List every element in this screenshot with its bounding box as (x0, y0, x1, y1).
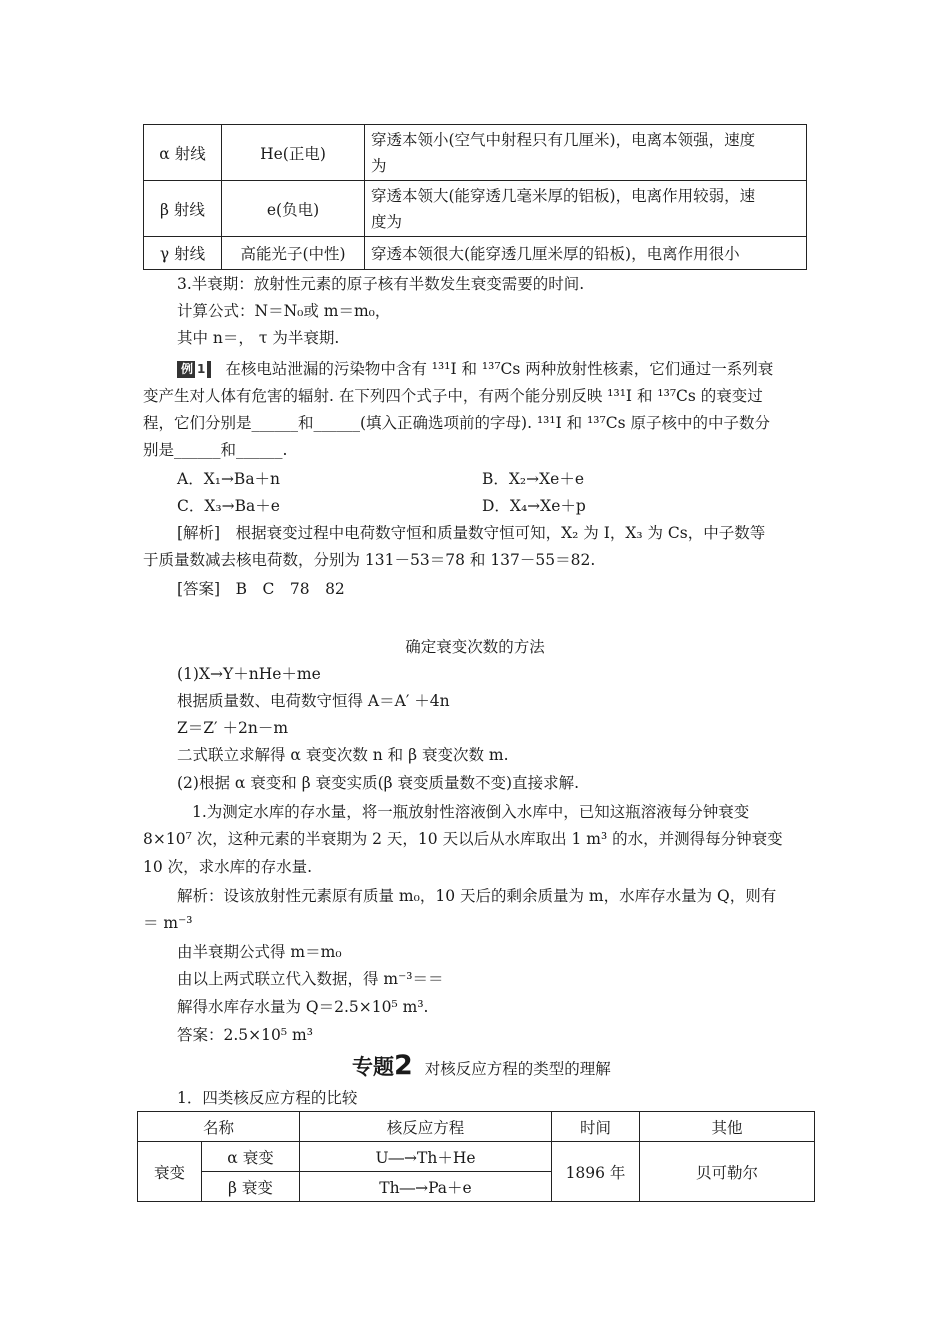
ray-property: 穿透本领大(能穿透几毫米厚的铝板)，电离作用较弱，速 度为 (365, 181, 807, 237)
ray-name: γ 射线 (144, 237, 222, 270)
method-title: 确定衰变次数的方法 (405, 638, 545, 656)
solution-line: 解得水库存水量为 Q＝2.5×10⁵ m³. (177, 998, 429, 1016)
topic-number: 2 (394, 1050, 413, 1081)
solution-line: 解析：设该放射性元素原有质量 m₀，10 天后的剩余质量为 m，水库存水量为 Q，则有 (177, 887, 777, 905)
header-other: 其他 (640, 1112, 815, 1142)
example-1-line: 例 1 在核电站泄漏的污染物中含有 ¹³¹I 和 ¹³⁷Cs 两种放射性核素，它们通过一系列衰 (177, 357, 773, 379)
problem-line: 1.为测定水库的存水量，将一瓶放射性溶液倒入水库中，已知这瓶溶液每分钟衰变 (192, 803, 750, 821)
example-1-line: 程，它们分别是______和______(填入正确选项前的字母). ¹³¹I 和 ¹³⁷Cs 原子核中的中子数分 (143, 414, 770, 432)
ray-composition: e(负电) (222, 181, 365, 237)
table-row (144, 237, 807, 270)
header-name: 名称 (138, 1112, 300, 1142)
topic-title: 对核反应方程的类型的理解 (424, 1060, 611, 1078)
option-d: D．X₄→Xe＋p (482, 497, 586, 515)
table-row (138, 1142, 815, 1172)
half-life-formula: 计算公式：N＝N₀或 m＝m₀， (177, 302, 391, 320)
reaction-other: 贝可勒尔 (640, 1142, 815, 1202)
reaction-type: α 衰变 (202, 1142, 300, 1172)
ray-property: 穿透本领小(空气中射程只有几厘米)，电离本领强，速度 为 (365, 125, 807, 181)
reaction-group: 衰变 (138, 1142, 202, 1202)
answer-text: [答案] B C 78 82 (177, 580, 345, 598)
half-life-definition: 3.半衰期：放射性元素的原子核有半数发生衰变需要的时间. (177, 275, 585, 293)
ray-composition: 高能光子(中性) (222, 237, 365, 270)
method-line: 根据质量数、电荷数守恒得 A＝A′ ＋4n (177, 692, 450, 710)
half-life-note: 其中 n＝， τ 为半衰期. (177, 329, 340, 347)
reaction-type: β 衰变 (202, 1172, 300, 1202)
rays-table (143, 124, 807, 270)
ray-composition: He(正电) (222, 125, 365, 181)
example-1-line: 别是______和______. (143, 441, 288, 459)
ray-name: β 射线 (144, 181, 222, 237)
analysis-text: [解析] 根据衰变过程中电荷数守恒和质量数守恒可知，X₂ 为 I，X₃ 为 Cs，中子数等 (177, 524, 766, 542)
header-time: 时间 (552, 1112, 640, 1142)
problem-line: 8×10⁷ 次，这种元素的半衰期为 2 天，10 天以后从水库取出 1 m³ 的水，并测得每分钟衰变 (143, 830, 783, 848)
ray-name: α 射线 (144, 125, 222, 181)
topic-prefix: 专题 (352, 1055, 394, 1079)
reaction-time: 1896 年 (552, 1142, 640, 1202)
answer-text: 答案：2.5×10⁵ m³ (177, 1026, 313, 1044)
table-header-row (138, 1112, 815, 1142)
method-line: (2)根据 α 衰变和 β 衰变实质(β 衰变质量数不变)直接求解. (177, 774, 580, 792)
method-line: Z＝Z′ ＋2n－m (177, 719, 289, 737)
example-1-line: 变产生对人体有危害的辐射. 在下列四个式子中，有两个能分别反映 ¹³¹I 和 ¹³⁷Cs 的衰变过 (143, 387, 763, 405)
reaction-equation: Th―→Pa＋e (300, 1172, 552, 1202)
reaction-equation: U―→Th＋He (300, 1142, 552, 1172)
topic-heading (352, 1050, 611, 1081)
reaction-table (137, 1111, 815, 1202)
problem-line: 10 次，求水库的存水量. (143, 858, 313, 876)
ray-property: 穿透本领很大(能穿透几厘米厚的铅板)，电离作用很小 (365, 237, 807, 270)
analysis-text: 于质量数减去核电荷数，分别为 131－53＝78 和 137－55＝82. (143, 551, 596, 569)
option-b: B．X₂→Xe＋e (482, 470, 585, 488)
solution-line: 由以上两式联立代入数据，得 m⁻³＝＝ (177, 970, 444, 988)
header-equation: 核反应方程 (300, 1112, 552, 1142)
table-row (144, 181, 807, 237)
example-badge: 例 1 (177, 361, 211, 378)
method-line: 二式联立求解得 α 衰变次数 n 和 β 衰变次数 m. (177, 746, 509, 764)
option-a: A．X₁→Ba＋n (177, 470, 281, 488)
table-row (144, 125, 807, 181)
solution-line: 由半衰期公式得 m＝m₀ (177, 943, 342, 961)
option-c: C．X₃→Ba＋e (177, 497, 280, 515)
method-line: (1)X→Y＋nHe＋me (177, 665, 321, 683)
solution-line: ＝ m⁻³ (143, 914, 193, 932)
section-subheading: 1．四类核反应方程的比较 (177, 1089, 358, 1107)
